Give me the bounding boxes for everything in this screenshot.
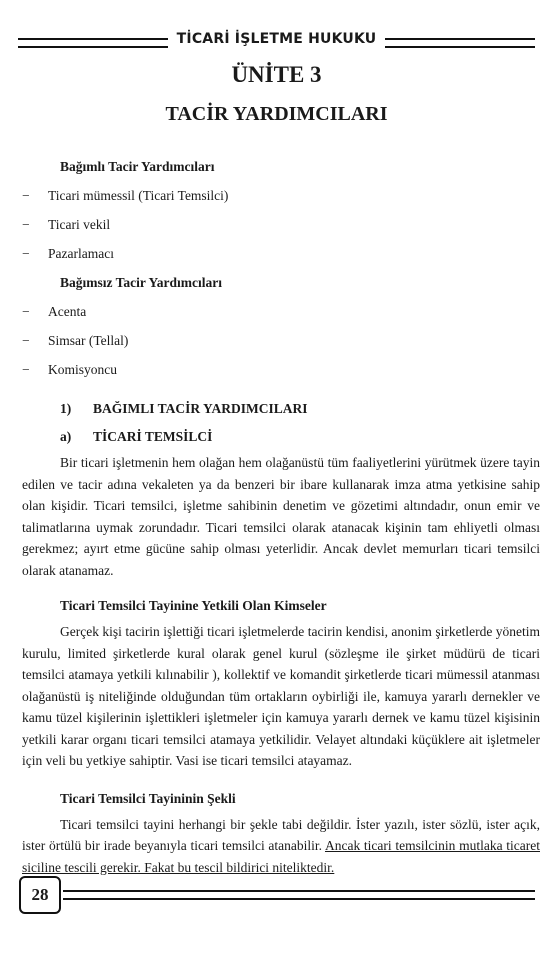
page-header [18,30,535,54]
dash-bullet: − [22,333,30,348]
page-number: 28 [19,876,61,914]
paragraph-definition: Bir ticari işletmenin hem olağan hem olağanüstü tüm faaliyetlerini yürütmek üzere tayin edilen ve tacir adına vekaleten ya da benzeri bir ibare kullanarak imza atma yetkisine sahip olan kişidir. Ticari temsilci, işletme sahibinin denetim ve gözetimi altındadır, onun emir ve talimatlarına uymak zorundadır. Ticari temsilci olarak atanacak kişinin tam ehliyetli olması gerekmez; ayırt etme gücüne sahip olması yeterlidir. Ancak devlet memurları ticari temsilci olarak atanamaz. [22,455,540,578]
independent-heading: Bağımsız Tacir Yardımcıları [60,275,222,290]
section-heading-1: 1) BAĞIMLI TACİR YARDIMCILARI [60,401,308,416]
heading-authorized-persons: Ticari Temsilci Tayinine Yetkili Olan Kimseler [60,598,327,613]
dependent-heading: Bağımlı Tacir Yardımcıları [60,159,215,174]
heading-appointment-form: Ticari Temsilci Tayininin Şekli [60,790,236,806]
list-item: − Acenta [22,304,87,319]
page-content [22,158,540,878]
paragraph-authorized-persons: Gerçek kişi tacirin işlettiği ticari işletmelerde tacirin kendisi, anonim şirketlerde yönetim kurulu, limited şirketlerde kural olarak genel kurul (sözleşme ile şirket müdürü de ticari temsilci atamaya yetkili kılınabilir ), kollektif ve komandit şirketlerde ticari mümessil atanması olağanüstü iş niteliğinde olduğundan tüm ortakların oybirliği ile, kamuya yararlı dernekler ve kamu tüzel kişilerinin işlettikleri işletmeler için kamuya yararlı dernek ve kamu tüzel kişisinin yetkili karar organı ticari temsilci atamaya yetkilidir. Velayet altındaki küçüklere ait işletmeler için veli bu yetkiye sahiptir. Vasi ise ticari temsilci atayamaz. [22,624,540,768]
paragraph-appointment-form: Ticari temsilci tayini herhangi bir şekle tabi değildir. İster yazılı, ister sözlü, ister açık, ister örtülü bir irade beyanıyla ticari temsilci atanabilir. Ancak ticari temsilcinin mutlaka ticaret siciline tescili gerekir. Fakat bu tescil bildirici niteliktedir. [22,816,540,875]
page-footer [19,876,535,914]
header-title: TİCARİ İŞLETME HUKUKU [176,31,377,47]
list-item: − Pazarlamacı [22,246,114,261]
dash-bullet: − [22,188,30,203]
chapter-title: TACİR YARDIMCILARI [165,103,388,125]
list-item: − Ticari vekil [22,217,111,232]
dash-bullet: − [22,217,30,232]
dash-bullet: − [22,246,30,261]
header-rule-right [385,38,535,48]
unit-title: ÜNİTE 3 [231,62,322,87]
list-item: − Komisyoncu [22,362,117,377]
dash-bullet: − [22,304,30,319]
underlined-text: Ancak ticari temsilcinin mutlaka ticaret siciline tescili gerekir. Fakat bu tescil bildirici niteliktedir. [22,838,540,875]
dash-bullet: − [22,362,30,377]
list-item: − Ticari mümessil (Ticari Temsilci) [22,188,229,203]
list-item: − Simsar (Tellal) [22,333,129,348]
section-heading-a: a) TİCARİ TEMSİLCİ [60,429,213,444]
footer-rule [63,890,535,900]
